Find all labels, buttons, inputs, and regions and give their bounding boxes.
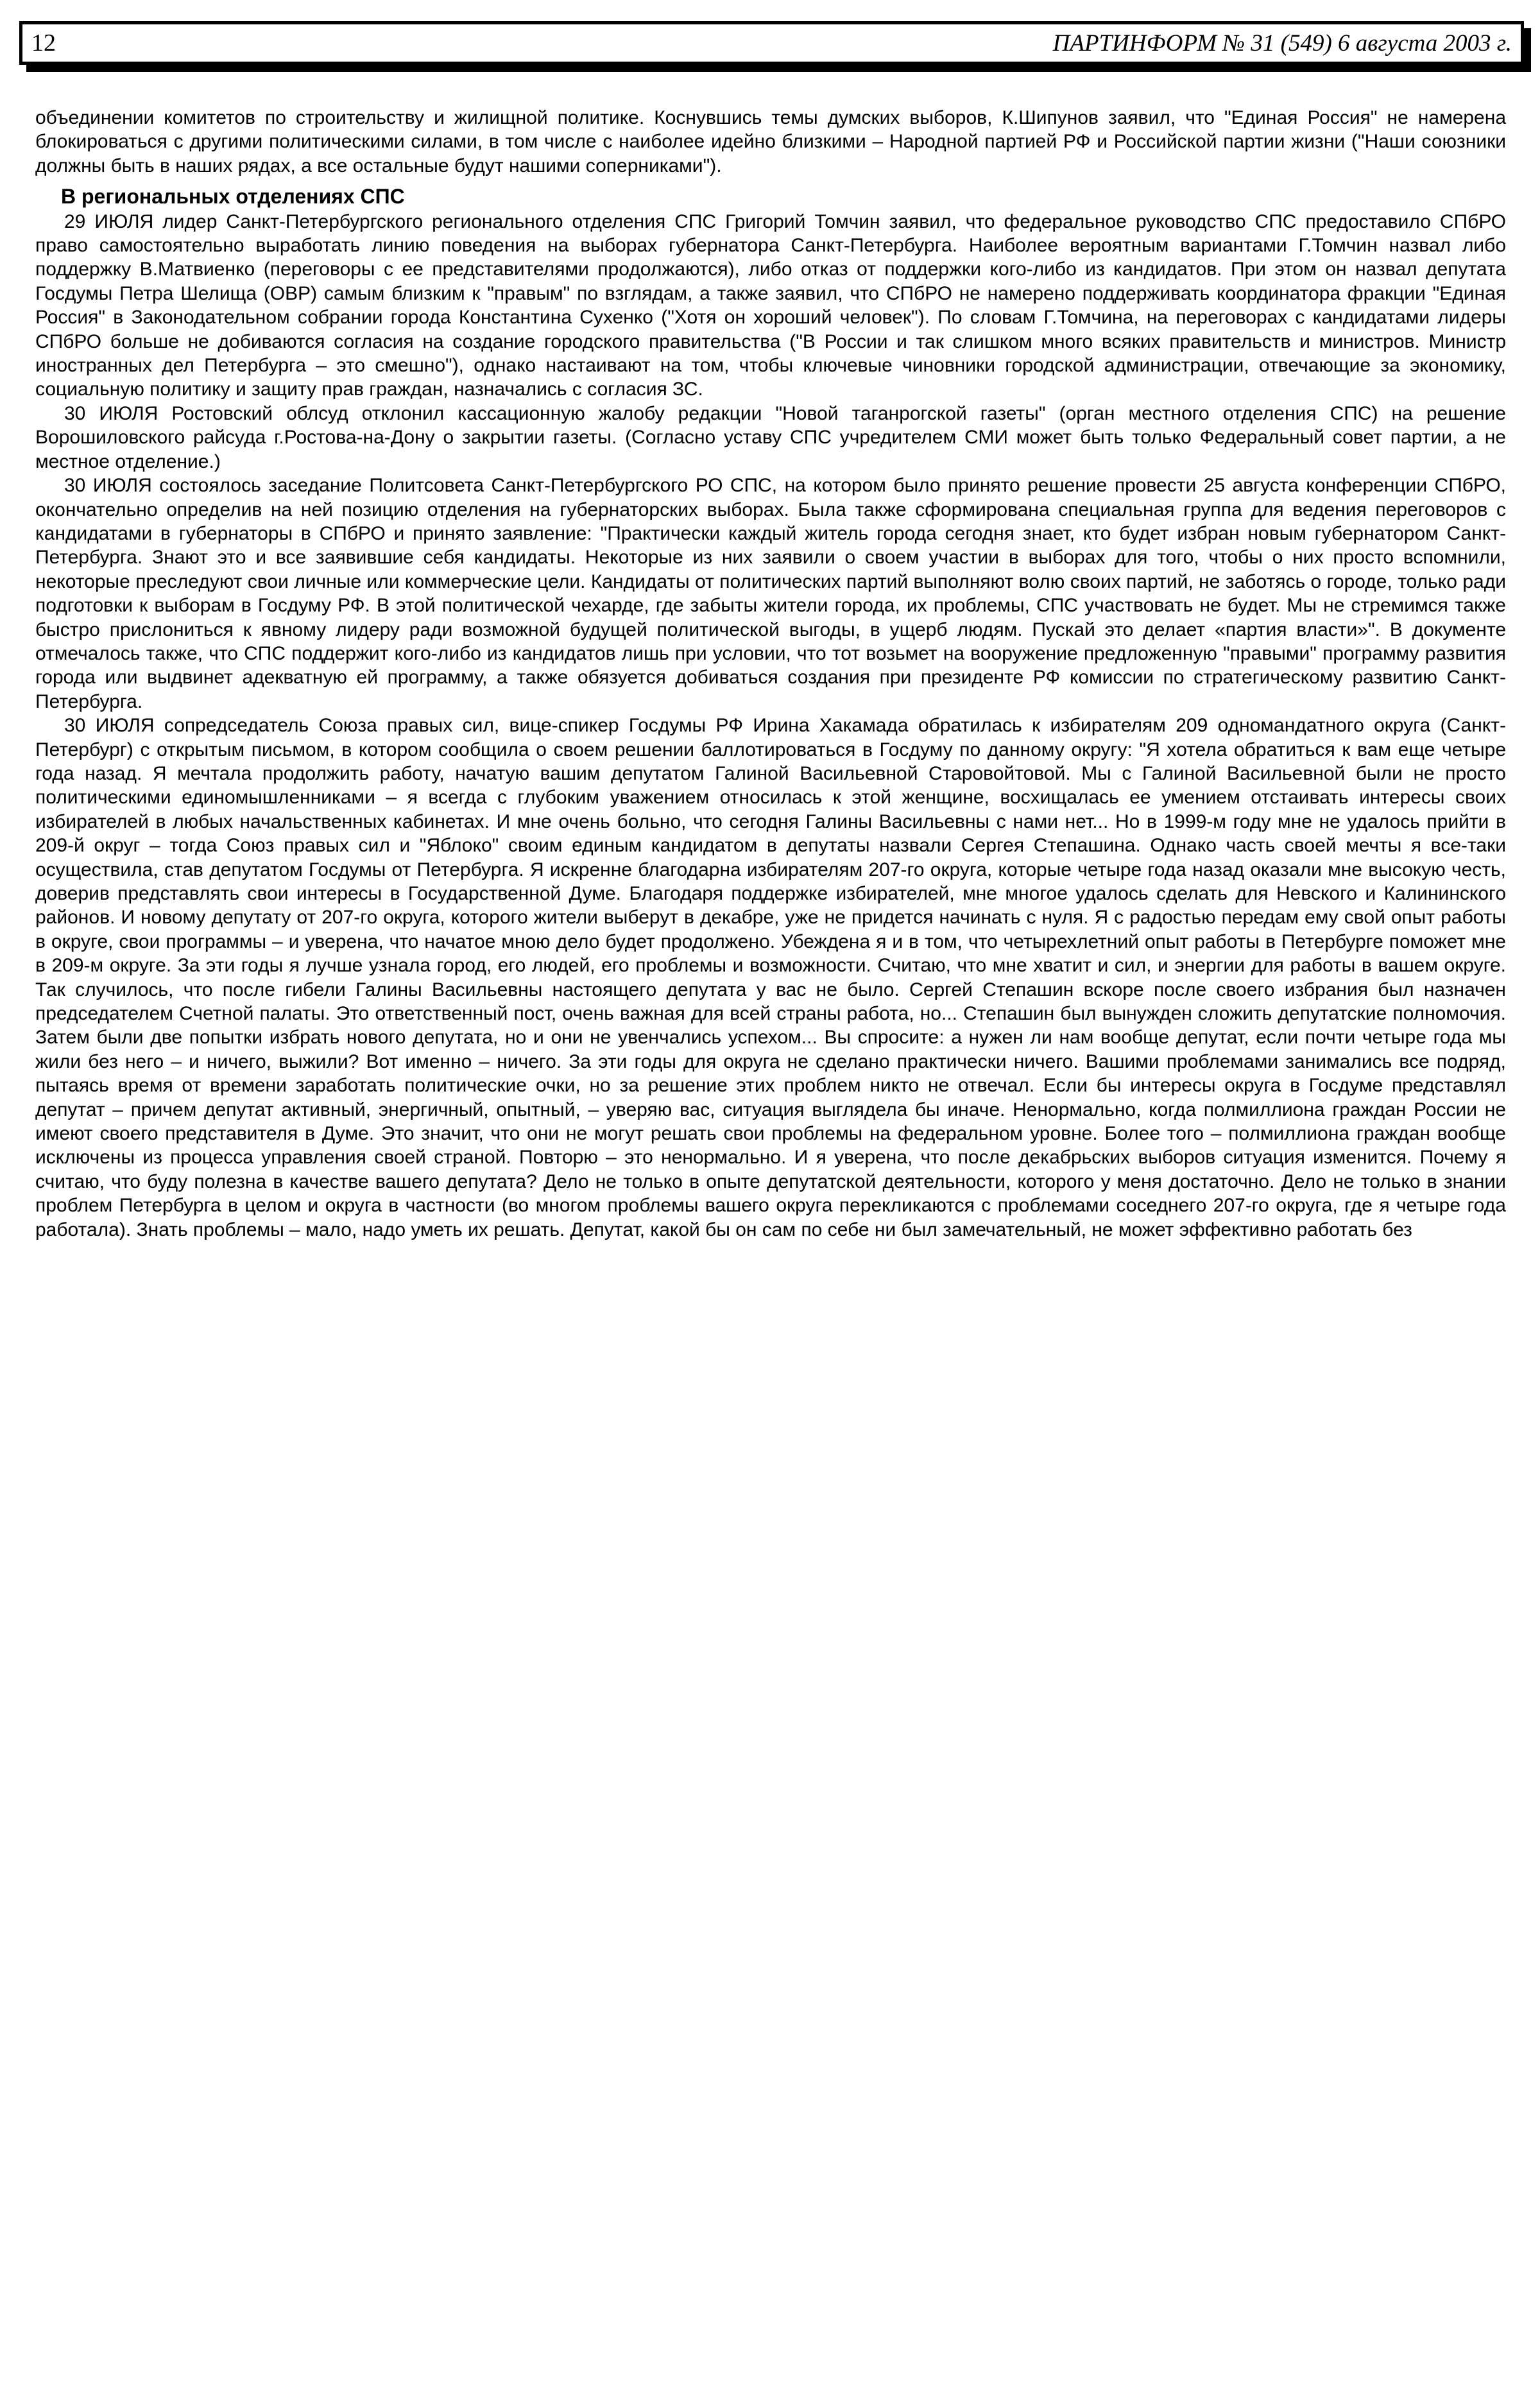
- news-item-3: 30 ИЮЛЯ состоялось заседание Политсовета Санкт-Петербургского РО СПС, на котором было принято решение провести 25 августа конференции СПбРО, окончательно определив на ней позицию отделения на губернаторских выборах. Была также сформирована специальная группа для ведения переговоров с кандидатами в губернаторы в СПбРО и принято заявление: "Практически каждый житель города сегодня знает, кто будет избран новым губернатором Санкт-Петербурга. Знают это и все заявившие себя кандидаты. Некоторые из них заявили о своем участии в выборах для того, чтобы о них просто вспомнили, некоторые преследуют свои личные или коммерческие цели. Кандидаты от политических партий выполняют волю своих партий, не заботясь о городе, только ради подготовки к выборам в Госдуму РФ. В этой политической чехарде, где забыты жители города, их проблемы, СПС участвовать не будет. Мы не стремимся также быстро прислониться к явному лидеру ради возможной будущей политической выгоды, в ущерб людям. Пускай это делает «партия власти»". В документе отмечалось также, что СПС поддержит кого-либо из кандидатов лишь при условии, что тот возьмет на вооружение предложенную "правыми" программу развития города или выдвинет адекватную ей программу, а также обязуется добиваться создания при президенте РФ комиссии по стратегическому развитию Санкт-Петербурга.: [35, 475, 1506, 712]
- news-item-4: 30 ИЮЛЯ сопредседатель Союза правых сил, вице-спикер Госдумы РФ Ирина Хакамада обратилась к избирателям 209 одномандатного округа (Санкт-Петербург) с открытым письмом, в котором сообщила о своем решении баллотироваться в Госдуму по данному округу: "Я хотела обратиться к вам еще четыре года назад. Я мечтала продолжить работу, начатую вашим депутатом Галиной Васильевной Старовойтовой. Мы с Галиной Васильевной были не просто политическими единомышленниками – я всегда с глубоким уважением относилась к этой женщине, восхищалась ее умением отстаивать интересы своих избирателей в любых начальственных кабинетах. И мне очень больно, что сегодня Галины Васильевны с нами нет... Но в 1999-м году мне не удалось прийти в 209-й округ – тогда Союз правых сил и "Яблоко" своим единым кандидатом в депутаты назвали Сергея Степашина. Однако часть своей мечты я все-таки осуществила, став депутатом Госдумы от Петербурга. Я искренне благодарна избирателям 207-го округа, которые четыре года назад оказали мне высокую честь, доверив представлять свои интересы в Государственной Думе. Благодаря поддержке избирателей, мне многое удалось сделать для Невского и Калининского районов. И новому депутату от 207-го округа, которого жители выберут в декабре, уже не придется начинать с нуля. Я с радостью передам ему свой опыт работы в округе, свои программы – и уверена, что начатое мною дело будет продолжено. Убеждена я и в том, что четырехлетний опыт работы в Петербурге поможет мне в 209-м округе. За эти годы я лучше узнала город, его людей, его проблемы и возможности. Считаю, что мне хватит и сил, и энергии для работы в вашем округе. Так случилось, что после гибели Галины Васильевны настоящего депутата у вас не было. Сергей Степашин вскоре после своего избрания был назначен председателем Счетной палаты. Это ответственный пост, очень важная для всей страны работа, но... Степашин был вынужден сложить депутатские полномочия. Затем были две попытки избрать нового депутата, но и они не увенчались успехом... Вы спросите: а нужен ли нам вообще депутат, если почти четыре года мы жили без него – и ничего, выжили? Вот именно – ничего. За эти годы для округа не сделано практически ничего. Вашими проблемами занимались все подряд, пытаясь время от времени заработать политические очки, но за решение этих проблем никто не отвечал. Если бы интересы округа в Госдуме представлял депутат – причем депутат активный, энергичный, опытный, – уверяю вас, ситуация выглядела бы иначе. Ненормально, когда полмиллиона граждан России не имеют своего представителя в Думе. Это значит, что они не могут решать свои проблемы на федеральном уровне. Более того – полмиллиона граждан вообще исключены из процесса управления своей страной. Повторю – это ненормально. И я уверена, что после декабрьских выборов ситуация изменится. Почему я считаю, что буду полезна в качестве вашего депутата? Дело не только в опыте депутатской деятельности, которого у меня достаточно. Дело не только в знании проблем Петербурга в целом и округа в частности (во многом проблемы вашего округа перекликаются с проблемами соседнего 207-го округа, где я четыре года работала). Знать проблемы – мало, надо уметь их решать. Депутат, какой бы он сам по себе ни был замечательный, не может эффективно работать без: [35, 715, 1506, 1240]
- page-number: 12: [31, 30, 56, 56]
- section-heading: В региональных отделениях СПС: [61, 185, 405, 209]
- page-header-box: [19, 21, 1524, 65]
- article-body: [35, 106, 1506, 1242]
- paragraph-continuation: объединении комитетов по строительству и жилищной политике. Коснувшись темы думских выборов, К.Шипунов заявил, что "Единая Россия" не намерена блокироваться с другими политическими силами, в том числе с наиболее идейно близкими – Народной партией РФ и Российской партии жизни ("Наши союзники должны быть в наших рядах, а все остальные будут нашими соперниками").: [35, 107, 1506, 176]
- news-item-1: 29 ИЮЛЯ лидер Санкт-Петербургского регионального отделения СПС Григорий Томчин заявил, что федеральное руководство СПС предоставило СПбРО право самостоятельно выработать линию поведения на выборах губернатора Санкт-Петербурга. Наиболее вероятным вариантами Г.Томчин назвал либо поддержку В.Матвиенко (переговоры с ее представителями продолжаются), либо отказ от поддержки кого-либо из кандидатов. При этом он назвал депутата Госдумы Петра Шелища (ОВР) самым близким к "правым" по взглядам, а также заявил, что СПбРО не намерено поддерживать координатора фракции "Единая Россия" в Законодательном собрании города Константина Сухенко ("Хотя он хороший человек"). По словам Г.Томчина, на переговорах с кандидатами лидеры СПбРО больше не добиваются согласия на создание городского правительства ("В России и так слишком много всяких правительств и министров. Министр иностранных дел Петербурга – это смешно"), однако настаивают на том, чтобы ключевые чиновники городской администрации, отвечающие за экономику, социальную политику и защиту прав граждан, назначались с согласия ЗС.: [35, 210, 1506, 400]
- news-item-2: 30 ИЮЛЯ Ростовский облсуд отклонил кассационную жалобу редакции "Новой таганрогской газеты" (орган местного отделения СПС) на решение Ворошиловского райсуда г.Ростова-на-Дону о закрытии газеты. (Согласно уставу СПС учредителем СМИ может быть только Федеральный совет партии, а не местное отделение.): [35, 402, 1506, 472]
- masthead-title: ПАРТИНФОРМ № 31 (549) 6 августа 2003 г.: [1052, 30, 1512, 56]
